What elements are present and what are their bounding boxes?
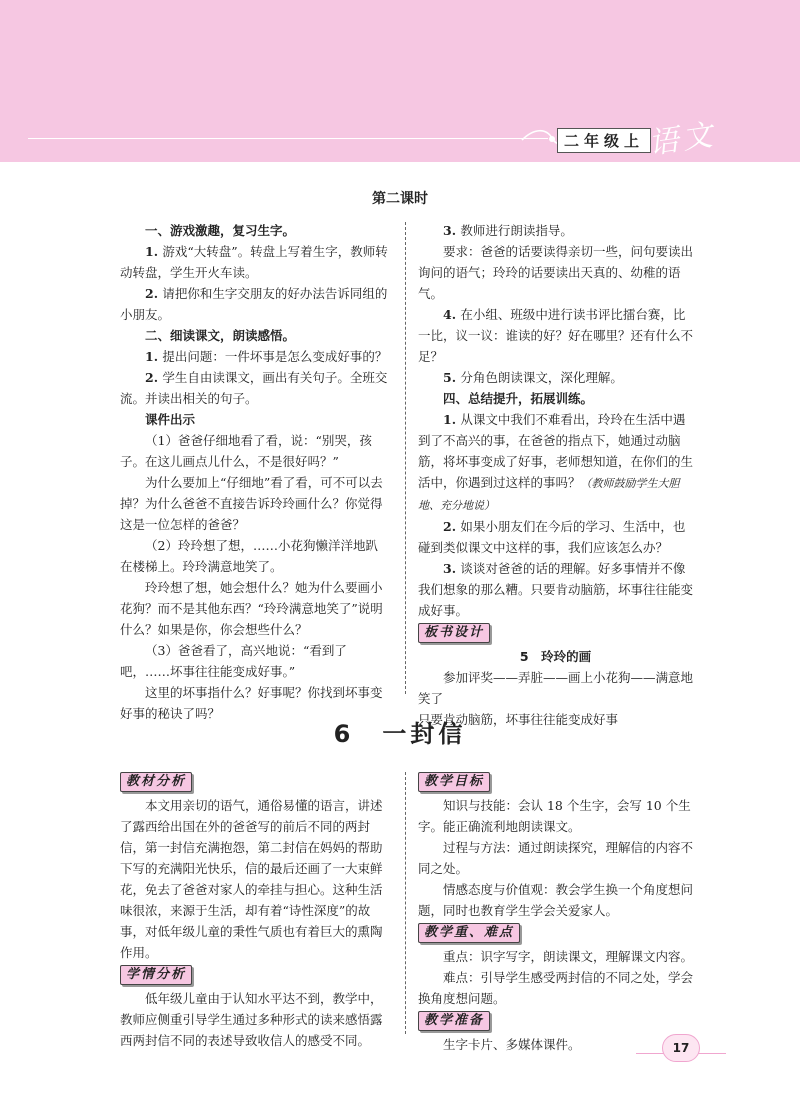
section-tag-label: 教材分析: [120, 772, 192, 792]
section-tag: [418, 921, 693, 946]
section-tag-label: 教学重、难点: [418, 923, 520, 943]
paragraph-text: 重点：识字写字，朗读课文，理解课文内容。: [443, 949, 694, 964]
paragraph: [120, 346, 390, 367]
item-number: 1.: [443, 412, 461, 427]
paragraph-text: （2）玲玲想了想，……小花狗懒洋洋地趴在楼梯上。玲玲满意地笑了。: [120, 538, 378, 574]
paragraph: [120, 283, 390, 325]
section-tag: [418, 621, 693, 646]
paragraph: [418, 516, 693, 558]
paragraph-text: （3）爸爸看了，高兴地说：“看到了吧，……坏事往往能变成好事。”: [120, 643, 347, 679]
paragraph-text: 低年级儿童由于认知水平达不到，教学中，教师应侧重引导学生通过多种形式的读来感悟露西两封信不同的表述导致收信人的感受不同。: [120, 991, 383, 1048]
column-divider-lower: [405, 772, 406, 1034]
page-number-ornament: [636, 1037, 776, 1067]
section-tag: [120, 963, 390, 988]
subject-logo: 语文: [646, 117, 719, 162]
item-number: 2.: [145, 286, 163, 301]
paragraph-text: 如果小朋友们在今后的学习、生活中，也碰到类似课文中这样的事，我们应该怎么办？: [418, 519, 686, 555]
paragraph: [120, 472, 390, 535]
paragraph: [418, 795, 693, 837]
paragraph: [120, 367, 390, 409]
paragraph-text: 分角色朗读课文，深化理解。: [460, 370, 623, 385]
paragraph-text: 参加评奖——弄脏——画上小花狗——满意地笑了: [418, 670, 694, 706]
paragraph-text: 情感态度与价值观：教会学生换一个角度想问题，同时也教育学生学会关爱家人。: [418, 882, 694, 918]
section-tag-label: 学情分析: [120, 965, 192, 985]
paragraph-text: 请把你和生字交朋友的好办法告诉同组的小朋友。: [120, 286, 388, 322]
paragraph-text: 从课文中我们不难看出，玲玲在生活中遇到了不高兴的事，在爸爸的指点下，她通过动脑筋，将坏事变成了好事，老师想知道，在你们的生活中，你遇到过这样的事吗？: [418, 412, 694, 490]
paragraph-text: 课件出示: [145, 412, 196, 427]
paragraph: [120, 535, 390, 577]
paragraph-text: 二、细读课文，朗读感悟。: [145, 328, 296, 343]
paragraph: [120, 640, 390, 682]
grade-label: 二年级上: [557, 128, 651, 153]
section-heading: [418, 388, 693, 409]
paragraph-text: 只要肯动脑筋，坏事往往能变成好事: [418, 712, 619, 727]
paragraph: [418, 304, 693, 367]
paragraph: [120, 409, 390, 430]
item-number: 2.: [145, 370, 163, 385]
item-number: 3.: [443, 223, 461, 238]
paragraph-text: 生字卡片、多媒体课件。: [443, 1037, 581, 1052]
teacher-note: （教师鼓励学生大胆地、充分地说）: [418, 477, 680, 512]
paragraph-text: 谈谈对爸爸的话的理解。好多事情并不像我们想象的那么糟。只要肯动脑筋，坏事往往能变成好事。: [418, 561, 694, 618]
paragraph: [120, 241, 390, 283]
paragraph-text: 提出问题：一件坏事是怎么变成好事的？: [162, 349, 388, 364]
paragraph-text: 难点：引导学生感受两封信的不同之处，学会换角度想问题。: [418, 970, 694, 1006]
paragraph: [418, 837, 693, 879]
lower-right-column: [418, 770, 693, 1055]
paragraph-text: 一、游戏激趣，复习生字。: [145, 223, 296, 238]
section-tag: [418, 770, 693, 795]
paragraph: [418, 367, 693, 388]
section-heading: [120, 325, 390, 346]
column-divider: [405, 222, 406, 694]
paragraph-text: 在小组、班级中进行读书评比擂台赛，比一比，议一议：谁读的好？好在哪里？还有什么不足？: [418, 307, 694, 364]
section-tag-label: 教学准备: [418, 1011, 490, 1031]
item-number: 3.: [443, 561, 461, 576]
paragraph-text: 四、总结提升，拓展训练。: [443, 391, 594, 406]
paragraph: [120, 430, 390, 472]
section-heading: [120, 220, 390, 241]
lower-left-column: [120, 770, 390, 1051]
item-number: 5.: [443, 370, 461, 385]
paragraph-text: 学生自由读课文，画出有关句子。全班交流。并读出相关的句子。: [120, 370, 388, 406]
right-column: [418, 220, 693, 730]
item-number: 1.: [145, 349, 163, 364]
page-number: 17: [662, 1034, 700, 1062]
paragraph: [418, 409, 693, 516]
left-column: [120, 220, 390, 724]
paragraph: [418, 879, 693, 921]
chapter-title: 6 一封信: [333, 720, 467, 748]
lesson-title: 第二课时: [372, 191, 428, 207]
item-number: 1.: [145, 244, 163, 259]
section-tag-label: 教学目标: [418, 772, 490, 792]
paragraph-text: （1）爸爸仔细地看了看，说：“别哭，孩子。在这儿画点儿什么，不是很好吗？”: [120, 433, 372, 469]
paragraph: [418, 667, 693, 709]
section-tag-label: 板书设计: [418, 623, 490, 643]
section-tag: [120, 770, 390, 795]
paragraph: [418, 558, 693, 621]
paragraph-text: 过程与方法：通过朗读探究，理解信的内容不同之处。: [418, 840, 694, 876]
paragraph-text: 玲玲想了想，她会想什么？她为什么要画小花狗？而不是其他东西？“玲玲满意地笑了”说明什么？如果是你，你会想些什么？: [120, 580, 383, 637]
board-title: [418, 646, 693, 667]
paragraph-text: 5 玲玲的画: [519, 649, 592, 664]
paragraph: [418, 946, 693, 967]
paragraph-text: 知识与技能：会认 18 个生字，会写 10 个生字。能正确流利地朗读课文。: [418, 798, 691, 834]
paragraph: [418, 220, 693, 241]
paragraph-text: 本文用亲切的语气，通俗易懂的语言，讲述了露西给出国在外的爸爸写的前后不同的两封信，第一封信充满抱怨，第二封信在妈妈的帮助下写的充满阳光快乐，信的最后还画了一大束鲜花，免去了爸爸对家人的牵挂与担心。这种生活味很浓，来源于生活，却有着“诗性深度”的故事，对低年级儿童的秉性气质也有着巨大的熏陶作用。: [120, 798, 383, 960]
paragraph-text: 教师进行朗读指导。: [460, 223, 573, 238]
paragraph-text: 这里的坏事指什么？好事呢？你找到坏事变好事的秘诀了吗？: [120, 685, 383, 721]
paragraph-text: 为什么要加上“仔细地”看了看，可不可以去掉？为什么爸爸不直接告诉玲玲画什么？你觉得这是一位怎样的爸爸？: [120, 475, 383, 532]
section-tag: [418, 1009, 693, 1034]
paragraph: [120, 577, 390, 640]
paragraph: [120, 988, 390, 1051]
paragraph: [418, 967, 693, 1009]
item-number: 2.: [443, 519, 461, 534]
paragraph: [120, 795, 390, 963]
paragraph-text: 要求：爸爸的话要读得亲切一些，问句要读出询问的语气；玲玲的话要读出天真的、幼稚的语气。: [418, 244, 694, 301]
header-rule: [28, 138, 548, 139]
paragraph-text: 游戏“大转盘”。转盘上写着生字，教师转动转盘，学生开火车读。: [120, 244, 388, 280]
paragraph: [418, 241, 693, 304]
item-number: 4.: [443, 307, 461, 322]
